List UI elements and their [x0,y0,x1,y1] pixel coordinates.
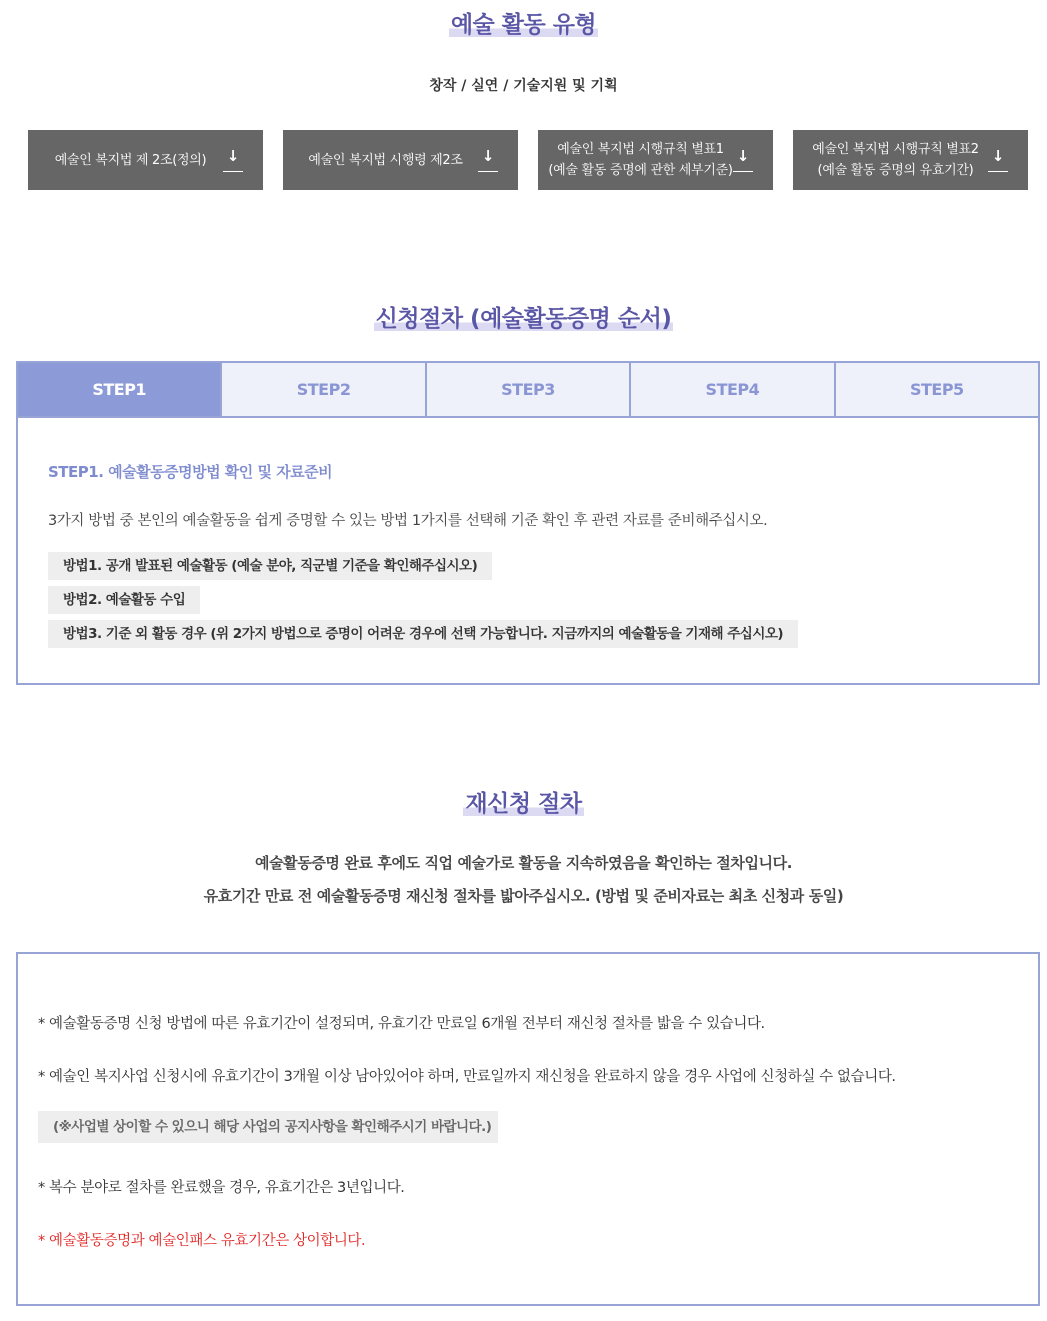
step-panel [16,361,1040,685]
download-button-rules-table1[interactable] [538,130,773,190]
download-label: 예술인 복지법 시행규칙 별표2 [812,142,979,157]
step-description: 3가지 방법 중 본인의 예술활동을 쉽게 증명할 수 있는 방법 1가지를 선택해 기준 확인 후 관련 자료를 준비해주십시오. [48,513,768,529]
reapply-notice-box [16,952,1040,1306]
method-1: 방법1. 공개 발표된 예술활동 (예술 분야, 직군별 기준을 확인해주십시오) [48,552,492,580]
download-icon: ↓ [223,150,243,172]
notice-validity: * 예술활동증명 신청 방법에 따른 유효기간이 설정되며, 유효기간 만료일 6개월 전부터 재신청 절차를 밟을 수 있습니다. [38,1016,765,1032]
step-heading: STEP1. 예술활동증명방법 확인 및 자료준비 [48,463,333,481]
tab-step2[interactable]: STEP2 [220,363,424,416]
reapply-description-1: 예술활동증명 완료 후에도 직업 예술가로 활동을 지속하였음을 확인하는 절차입니다. [254,854,793,872]
tab-step4[interactable]: STEP4 [629,363,833,416]
notice-program-caveat: (※사업별 상이할 수 있으니 해당 사업의 공지사항을 확인해주시기 바랍니다.) [38,1111,498,1143]
download-sublabel: (예술 활동 증명에 관한 세부기준) [548,163,733,178]
reapply-description-2: 유효기간 만료 전 예술활동증명 재신청 절차를 밟아주십시오. (방법 및 준비자료는 최초 신청과 동일) [203,887,844,905]
notice-artist-pass-warning: * 예술활동증명과 예술인패스 유효기간은 상이합니다. [38,1233,366,1249]
reapply-title: 재신청 절차 [465,791,582,817]
download-button-law-article2[interactable] [28,130,263,190]
notice-multiple-fields: * 복수 분야로 절차를 완료했을 경우, 유효기간은 3년입니다. [38,1180,405,1196]
activity-types-subtitle: 창작 / 실연 / 기술지원 및 기획 [429,78,618,94]
download-label: 예술인 복지법 제 2조(정의) [54,152,207,168]
download-sublabel: (예술 활동 증명의 유효기간) [817,163,974,178]
tab-step5[interactable]: STEP5 [834,363,1038,416]
download-icon: ↓ [988,150,1008,172]
download-label: 예술인 복지법 시행규칙 별표1 [557,142,724,157]
procedure-title: 신청절차 (예술활동증명 순서) [375,306,672,332]
download-icon: ↓ [733,150,753,172]
download-icon: ↓ [478,150,498,172]
method-2: 방법2. 예술활동 수입 [48,586,200,614]
notice-welfare-requirement: * 예술인 복지사업 신청시에 유효기간이 3개월 이상 남아있어야 하며, 만료일까지 재신청을 완료하지 않을 경우 사업에 신청하실 수 없습니다. [38,1069,896,1085]
activity-types-title: 예술 활동 유형 [450,12,597,38]
download-button-enforcement-decree[interactable] [283,130,518,190]
tab-step1[interactable]: STEP1 [18,363,220,416]
step-tabs [18,363,1038,418]
tab-step3[interactable]: STEP3 [425,363,629,416]
download-button-rules-table2[interactable] [793,130,1028,190]
download-label: 예술인 복지법 시행령 제2조 [308,152,463,168]
method-3: 방법3. 기준 외 활동 경우 (위 2가지 방법으로 증명이 어려운 경우에 선택 가능합니다. 지금까지의 예술활동을 기재해 주십시오) [48,620,798,648]
